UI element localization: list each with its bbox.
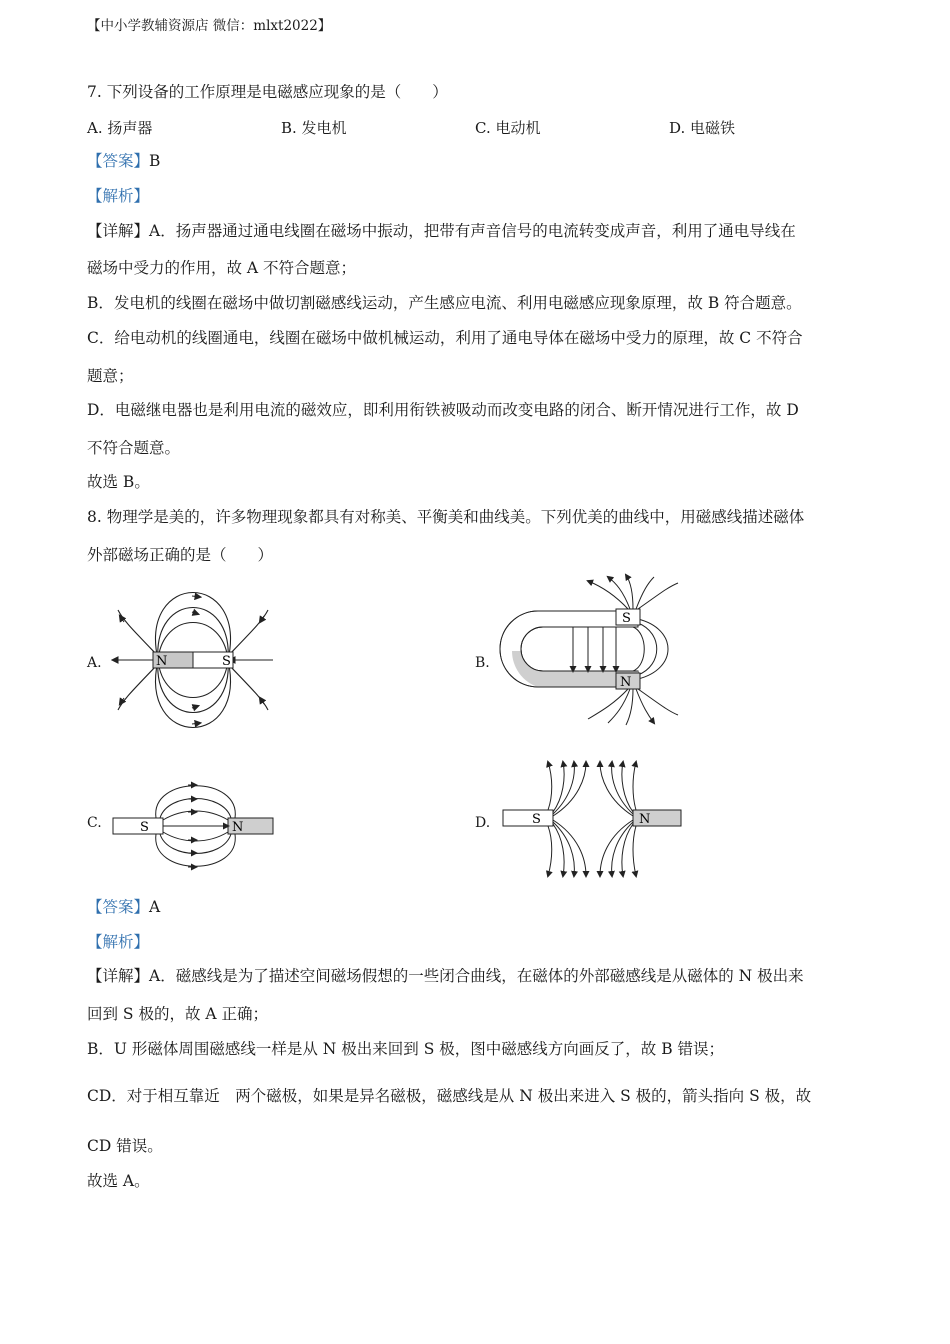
q7-detail-line-1 xyxy=(87,221,796,241)
q7-analysis-label: 【解析】 xyxy=(87,187,150,205)
q8-conclusion: 故选 A。 xyxy=(87,1172,150,1190)
q8-answer-value: A xyxy=(149,898,161,916)
q8-answer xyxy=(87,897,160,917)
q8-analysis-label: 【解析】 xyxy=(87,933,150,951)
q7-stem: 7. 下列设备的工作原理是电磁感应现象的是（ ） xyxy=(87,83,448,101)
figure-b-pole-bottom: N xyxy=(620,675,632,690)
q7-conclusion: 故选 B。 xyxy=(87,473,150,491)
figure-c-pole-right: N xyxy=(232,820,244,835)
q7-option-d: D. 电磁铁 xyxy=(669,119,736,137)
figure-b-label: B. xyxy=(475,655,490,671)
q7-detail-line-4: C．给电动机的线圈通电，线圈在磁场中做机械运动，利用了通电导体在磁场中受力的原理，故 C 不符合 xyxy=(87,329,803,347)
figure-d-pole-left: S xyxy=(532,812,541,827)
q8-detail-line-2: 回到 S 极的，故 A 正确； xyxy=(87,1005,269,1023)
figure-c-label: C. xyxy=(87,815,102,831)
q7-option-b: B. 发电机 xyxy=(281,119,347,137)
q8-detail-line-4: CD．对于相互靠近 两个磁极，如果是异名磁极，磁感线是从 N 极出来进入 S 极的，箭头指向 S 极，故 xyxy=(87,1087,812,1105)
q8-stem-line-1: 8. 物理学是美的，许多物理现象都具有对称美、平衡美和曲线美。下列优美的曲线中，用磁感线描述磁体 xyxy=(87,508,805,526)
figure-a-bar-magnet-field xyxy=(108,590,278,730)
figure-d-pole-right: N xyxy=(639,812,651,827)
q7-answer xyxy=(87,151,160,171)
q7-detail-line-7: 不符合题意。 xyxy=(87,439,181,457)
q8-stem-line-2: 外部磁场正确的是（ ） xyxy=(87,546,274,564)
figure-a-label: A. xyxy=(87,655,102,671)
figure-b-pole-top: S xyxy=(622,611,631,626)
figure-d-poles-field xyxy=(498,758,688,880)
figure-c-pole-left: S xyxy=(140,820,149,835)
q8-answer-label: 【答案】 xyxy=(87,898,150,916)
q7-detail-line-3: B．发电机的线圈在磁场中做切割磁感线运动，产生感应电流、利用电磁感应现象原理，故 B 符合题意。 xyxy=(87,294,802,312)
figure-a-pole-left: N xyxy=(156,654,168,669)
q8-detail-line-5: CD 错误。 xyxy=(87,1137,163,1155)
q8-detail-line-3: B．U 形磁体周围磁感线一样是从 N 极出来回到 S 极，图中磁感线方向画反了，故 B 错误； xyxy=(87,1040,725,1058)
q7-answer-value: B xyxy=(149,152,161,170)
q7-option-c: C. 电动机 xyxy=(475,119,541,137)
q8-detail-line-1 xyxy=(87,966,804,986)
q7-detail-line-6: D．电磁继电器也是利用电流的磁效应，即利用衔铁被吸动而改变电路的闭合、断开情况进行工作，故 D xyxy=(87,401,799,419)
q7-answer-label: 【答案】 xyxy=(87,152,150,170)
q8-detail-text-1: A．磁感线是为了描述空间磁场假想的一些闭合曲线，在磁体的外部磁感线是从磁体的 N 极出来 xyxy=(149,967,804,985)
header-watermark: 【中小学教辅资源店 微信：mlxt2022】 xyxy=(87,18,332,34)
q7-option-a: A. 扬声器 xyxy=(87,119,153,137)
figure-c-opposite-poles-field xyxy=(108,770,278,882)
figure-a-pole-right: S xyxy=(222,654,231,669)
q8-detail-label: 【详解】 xyxy=(87,967,150,985)
q7-detail-line-5: 题意； xyxy=(87,367,134,385)
q7-detail-label: 【详解】 xyxy=(87,222,150,240)
figure-d-label: D. xyxy=(475,815,491,831)
q7-detail-text-1: A．扬声器通过通电线圈在磁场中振动，把带有声音信号的电流转变成声音，利用了通电导线在 xyxy=(149,222,796,240)
figure-b-u-magnet-field xyxy=(498,573,693,728)
q7-detail-line-2: 磁场中受力的作用，故 A 不符合题意； xyxy=(87,259,357,277)
